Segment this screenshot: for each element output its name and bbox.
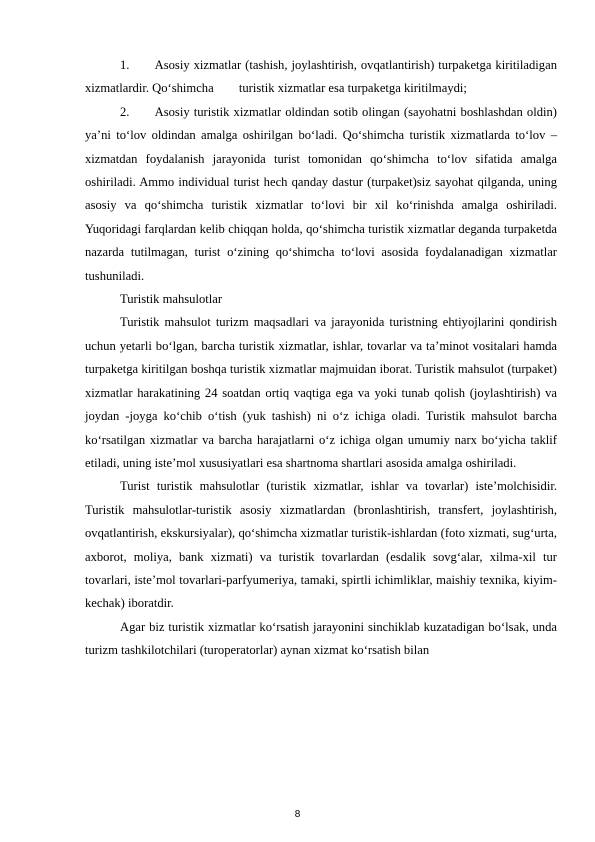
page-number: 8 (294, 809, 301, 820)
document-body (85, 54, 557, 663)
paragraph-turist: Turist turistik mahsulotlar (turistik xizmatlar, ishlar va tovarlar) iste’molchisidir. Turistik mahsulotlar-turistik asosiy xizmatlardan (bronlashtirish, transfert, joylashtirish, ovqatlantirish, ekskursiyalar), qo‘shimcha xizmatlar turistik-ishlardan (foto xizmati, sug‘urta, axborot, moliya, bank xizmati) va turistik tovarlardan (esdalik sovg‘alar, xilma-xil tur tovarlari, iste’mol tovarlari-parfyumeriya, tamaki, spirtli ichimliklar, maishiy texnika, kiyim-kechak) iboratdir. (85, 479, 557, 611)
section-heading: Turistik mahsulotlar (120, 292, 223, 307)
paragraph-agar: Agar biz turistik xizmatlar ko‘rsatish jarayonini sinchiklab kuzatadigan bo‘lsak, unda turizm tashkilotchilari (turoperatorlar) aynan xizmat ko‘rsatish bilan (85, 619, 557, 658)
list-item-1: 1. Asosiy xizmatlar (tashish, joylashtirish, ovqatlantirish) turpaketga kiritiladigan xizmatlardir. Qo‘shimcha turistik xizmatlar esa turpaketga kiritilmaydi; (85, 58, 557, 96)
list-item-2: 2. Asosiy turistik xizmatlar oldindan sotib olingan (sayohatni boshlashdan oldin) ya’ni to‘lov oldindan amalga oshirilgan bo‘ladi. Qo‘shimcha turistik xizmatlarda to‘lov – xizmatdan foydalanish jarayonida turist tomonidan qo‘shimcha to‘lov sifatida amalga oshiriladi. Ammo individual turist hech qanday dastur (turpaket)siz sayohat qilganda, uning asosiy va qo‘shimcha turistik xizmatlar to‘lovi bir xil ko‘rinishda amalga oshiriladi. Yuqoridagi farqlardan kelib chiqqan holda, qo‘shimcha turistik xizmatlar deganda turpaketda nazarda tutilmagan, turist o‘zining qo‘shimcha to‘lovi asosida foydalanadigan xizmatlar tushuniladi. (85, 104, 557, 283)
paragraph-turistik-mahsulot: Turistik mahsulot turizm maqsadlari va jarayonida turistning ehtiyojlarini qondirish uchun yetarli bo‘lgan, barcha turistik xizmatlar, ishlar, tovarlar va ta’minot vositalari hamda turpaketga kiritilgan boshqa turistik xizmatlar majmuidan iborat. Turistik mahsulot (turpaket) xizmatlar harakatining 24 soatdan ortiq vaqtiga ega va yoki tunab qolish (joylashtirish) va joydan -joyga ko‘chib o‘tish (yuk tashish) ni o‘z ichiga oladi. Turistik mahsulot barcha ko‘rsatilgan xizmatlar va barcha harajatlarni o‘z ichiga olgan umumiy narx bo‘yicha taklif etiladi, uning iste’mol xususiyatlari esa shartnoma shartlari asosida amalga oshiriladi. (85, 315, 557, 470)
